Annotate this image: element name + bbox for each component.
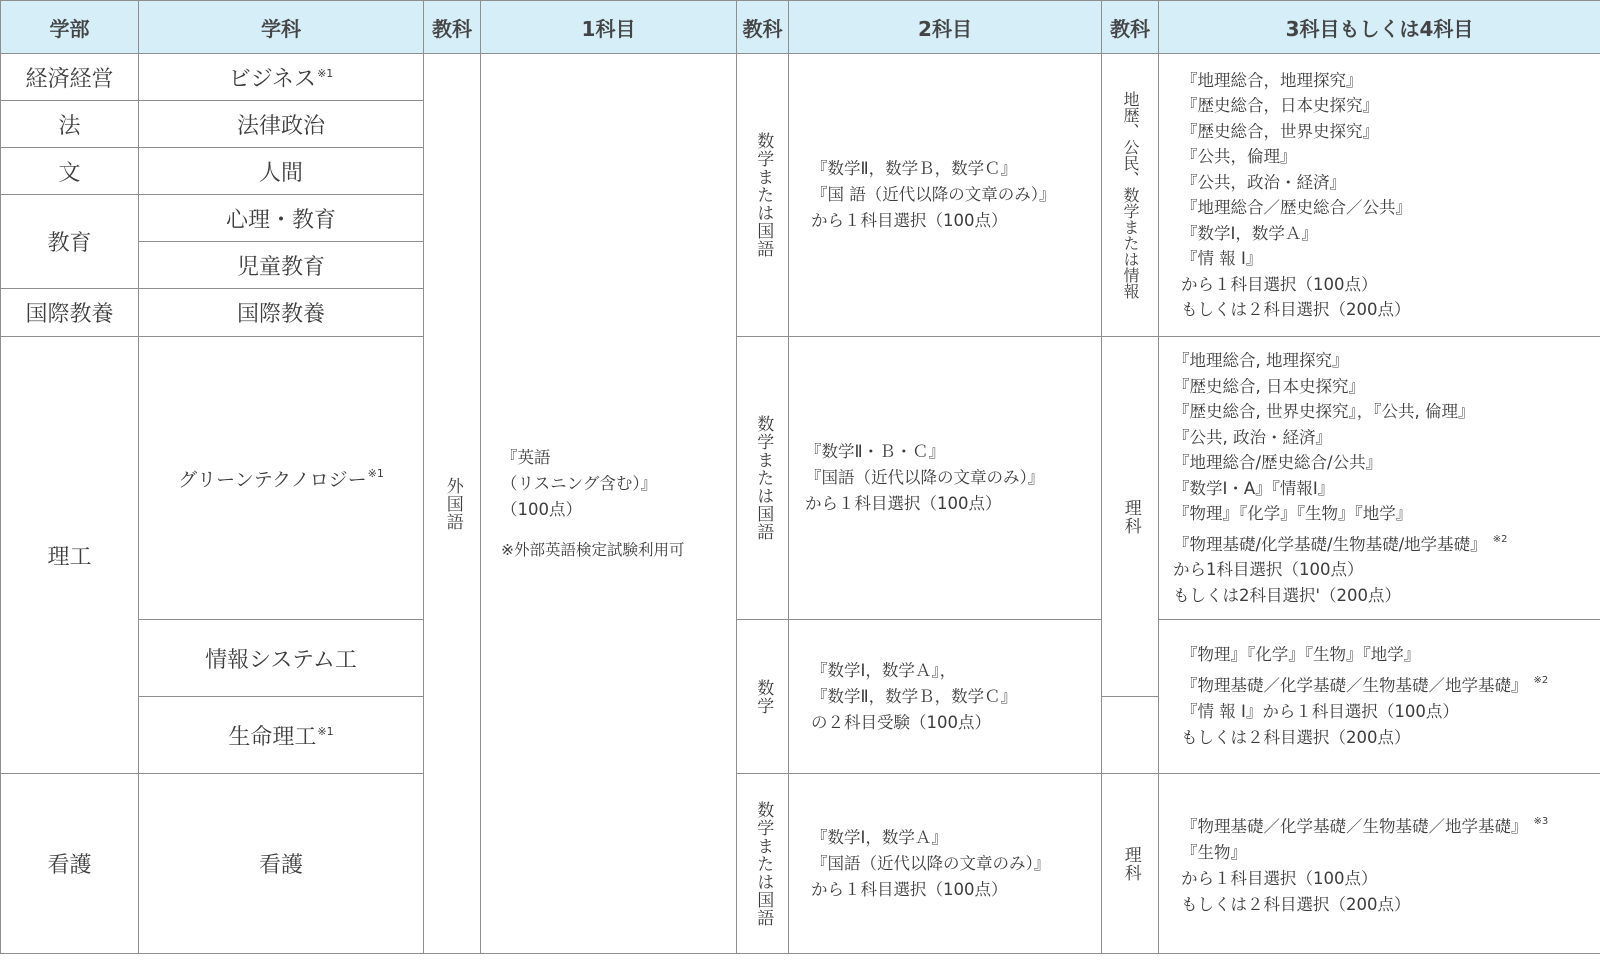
second-subject-category-3: 数学 — [737, 620, 789, 774]
header-row — [1, 1, 1600, 54]
table-row — [1, 774, 1600, 954]
table-row — [1, 54, 1600, 101]
faculty-hou: 法 — [1, 101, 139, 148]
note-marker: ※2 — [1533, 675, 1549, 686]
second-subject-detail-4: 『数学Ⅰ，数学Ａ』 『国語（近代以降の文章のみ）』 から１科目選択（100点） — [789, 774, 1102, 954]
third-subject-category-1: 地歴、公民、数学または情報 — [1102, 54, 1159, 337]
department-jidou: 児童教育 — [139, 242, 424, 289]
third-subject-detail-4: 『物理基礎／化学基礎／生物基礎／地学基礎』 $^{※3}$ 『生物』 から１科目選択（100点） もしくは２科目選択（200点） — [1159, 774, 1600, 954]
faculty-bun: 文 — [1, 148, 139, 195]
note-marker: ※1 — [317, 66, 334, 80]
faculty-keizai: 経済経営 — [1, 54, 139, 101]
department-kango: 看護 — [139, 774, 424, 954]
department-joho: 情報システム工 — [139, 620, 424, 697]
department-shinri: 心理・教育 — [139, 195, 424, 242]
first-subject-detail: 『英語 （リスニング含む）』 （100点） ※外部英語検定試験利用可 — [481, 54, 737, 954]
department-kokusai: 国際教養 — [139, 289, 424, 337]
second-subject-detail-2: 『数学Ⅱ・Ｂ・Ｃ』 『国語（近代以降の文章のみ）』 から１科目選択（100点） — [789, 337, 1102, 620]
note-marker: ※2 — [1492, 533, 1508, 545]
english-test-note: ※外部英語検定試験利用可 — [501, 540, 685, 559]
faculty-kyouiku: 教育 — [1, 195, 139, 289]
header-subject-c: 教科 — [1102, 1, 1159, 54]
note-marker: ※1 — [367, 466, 384, 480]
header-subject-a: 教科 — [424, 1, 481, 54]
faculty-kango: 看護 — [1, 774, 139, 954]
second-subject-detail-3: 『数学Ⅰ，数学Ａ』， 『数学Ⅱ，数学Ｂ，数学Ｃ』 の２科目受験（100点） — [789, 620, 1102, 774]
faculty-kokusai: 国際教養 — [1, 289, 139, 337]
first-subject-category: 外国語 — [424, 54, 481, 954]
header-first-subject: 1科目 — [481, 1, 737, 54]
department-houritsu: 法律政治 — [139, 101, 424, 148]
header-faculty: 学部 — [1, 1, 139, 54]
department-business: ビジネス$^{※1}$ — [139, 54, 424, 101]
note-marker: ※1 — [317, 724, 334, 738]
third-subject-detail-3: 『物理』『化学』『生物』『地学』 『物理基礎／化学基礎／生物基礎／地学基礎』 $^{※2}$ 『情 報 Ⅰ』から１科目選択（100点） もしくは２科目選択（200点） — [1159, 620, 1600, 774]
department-green: グリーンテクノロジー$^{※1}$ — [139, 337, 424, 620]
table-row — [1, 620, 1600, 697]
second-subject-detail-1: 『数学Ⅱ，数学Ｂ，数学Ｃ』 『国 語（近代以降の文章のみ）』 から１科目選択（100点） — [789, 54, 1102, 337]
third-subject-category-2: 理科 — [1102, 337, 1159, 697]
header-third-subject: 3科目もしくは4科目 — [1159, 1, 1600, 54]
second-subject-category-4: 数学または国語 — [737, 774, 789, 954]
third-subject-detail-1: 『地理総合，地理探究』 『歴史総合，日本史探究』 『歴史総合，世界史探究』 『公共，倫理』 『公共，政治・経済』 『地理総合／歴史総合／公共』 『数学Ⅰ，数学Ａ』 『情 報 Ⅰ』 から１科目選択（100点） もしくは２科目選択（200点） — [1159, 54, 1600, 337]
third-subject-detail-2: 『地理総合, 地理探究』 『歴史総合, 日本史探究』 『歴史総合, 世界史探究』，『公共, 倫理』 『公共, 政治・経済』 『地理総合/歴史総合/公共』 『数学Ⅰ・A』『情報Ⅰ』 『物理』『化学』『生物』『地学』 『物理基礎/化学基礎/生物基礎/地学基礎』 $^{※2}$ から1科目選択（100点） もしくは2科目選択'（200点） — [1159, 337, 1600, 620]
faculty-rikou: 理工 — [1, 337, 139, 774]
second-subject-category-1: 数学または国語 — [737, 54, 789, 337]
department-ningen: 人間 — [139, 148, 424, 195]
header-department: 学科 — [139, 1, 424, 54]
table-row — [1, 337, 1600, 620]
note-marker: ※3 — [1533, 816, 1549, 827]
header-second-subject: 2科目 — [789, 1, 1102, 54]
department-seimei: 生命理工$^{※1}$ — [139, 697, 424, 774]
header-subject-b: 教科 — [737, 1, 789, 54]
third-subject-category-4: 理科 — [1102, 774, 1159, 954]
second-subject-category-2: 数学または国語 — [737, 337, 789, 620]
